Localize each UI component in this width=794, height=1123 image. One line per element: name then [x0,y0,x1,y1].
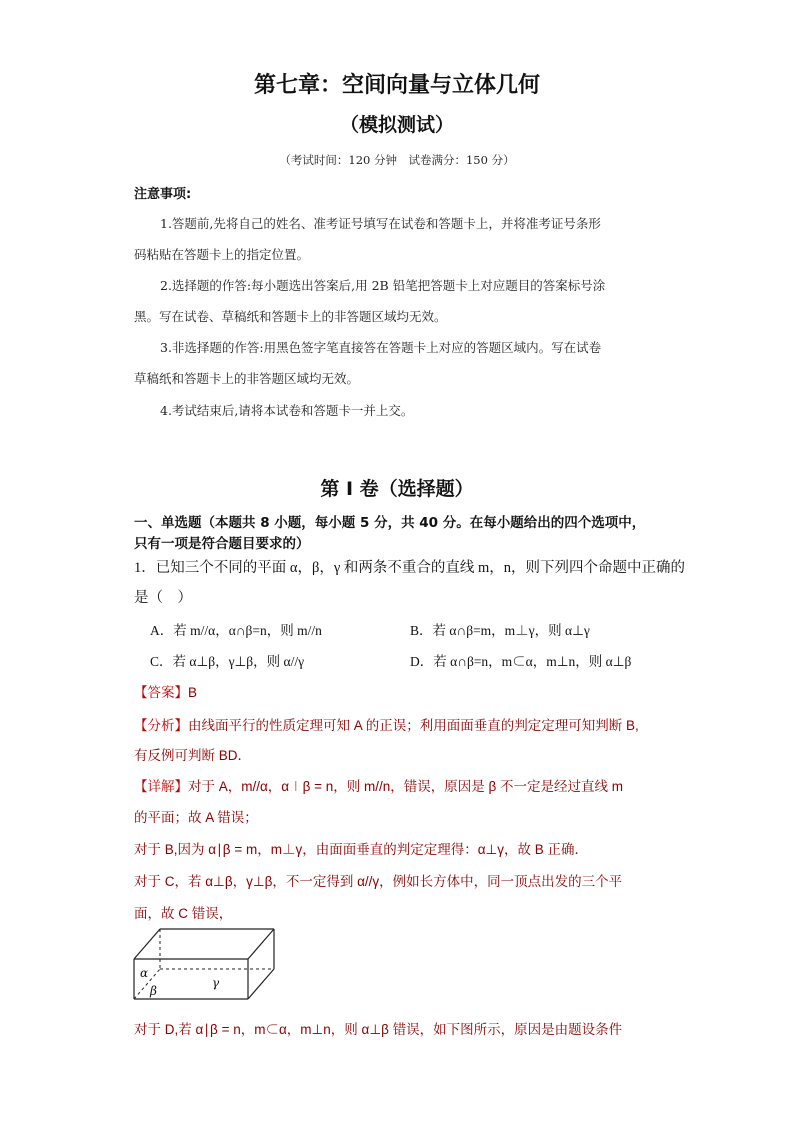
section-title: 第 I 卷（选择题） [320,478,474,500]
analysis-tag: 【分析】 [134,718,188,734]
question-1-stem-line-2: 是（ ） [134,590,192,606]
detail-line-2: 的平面；故 A 错误； [134,810,258,825]
notes-heading: 注意事项: [134,187,192,202]
analysis-line-1 [134,714,639,734]
option-d: D．若 α∩β=n，m⊂α，m⊥n，则 α⊥β [410,654,632,669]
note-4: 4.考试结束后,请将本试卷和答题卡一并上交。 [160,403,414,418]
option-c: C．若 α⊥β，γ⊥β，则 α//γ [150,654,305,669]
detail-line-6: 对于 D,若 α∣β = n，m⊂α，m⊥n，则 α⊥β 错误，如下图所示，原因是由题设条件 [134,1022,623,1037]
analysis-text-1: 由线面平行的性质定理可知 A 的正误；利用面面垂直的判定定理可知判断 B, [188,718,639,733]
page-title: 第七章：空间向量与立体几何 [253,73,540,98]
detail-line-1 [134,775,623,795]
answer-value: B [188,685,198,700]
answer-line [134,681,197,701]
note-2-line-1: 2.选择题的作答:每小题选出答案后,用 2B 铅笔把答题卡上对应题目的答案标号涂 [160,278,606,293]
option-b: B．若 α∩β=m，m⊥γ，则 α⊥γ [410,623,590,638]
detail-line-5: 面，故 C 错误， [134,906,233,921]
note-1-line-2: 码粘贴在答题卡上的指定位置。 [134,247,310,262]
option-a: A．若 m//α，α∩β=n，则 m//n [150,623,322,638]
figure-label-alpha: α [140,966,149,980]
exam-info: （考试时间：120 分钟 试卷满分：150 分） [279,153,515,167]
part-heading-line-1: 一、单选题（本题共 8 小题，每小题 5 分，共 40 分。在每小题给出的四个选项中， [134,515,646,531]
detail-line-3: 对于 B,因为 α∣β = m，m⊥γ，由面面垂直的判定定理得：α⊥γ，故 B 正确． [134,842,589,857]
answer-tag: 【答案】 [134,685,188,701]
note-2-line-2: 黑。写在试卷、草稿纸和答题卡上的非答题区域均无效。 [134,309,447,324]
figure-label-beta: β [150,984,157,998]
note-1-line-1: 1.答题前,先将自己的姓名、准考证号填写在试卷和答题卡上，并将准考证号条形 [160,216,601,231]
note-3-line-2: 草稿纸和答题卡上的非答题区域均无效。 [134,371,360,386]
page-subtitle: （模拟测试） [339,114,454,136]
detail-text-1: 对于 A，m//α，α∣β = n，则 m//n，错误，原因是 β 不一定是经过直线 m [188,779,624,794]
question-1-stem-line-1: 1．已知三个不同的平面 α，β，γ 和两条不重合的直线 m，n，则下列四个命题中正确的 [134,560,686,576]
detail-line-4: 对于 C，若 α⊥β，γ⊥β，不一定得到 α//γ，例如长方体中，同一顶点出发的三个平 [134,874,623,889]
analysis-line-2: 有反例可判断 BD． [134,748,252,763]
note-3-line-1: 3.非选择题的作答:用黑色签字笔直接答在答题卡上对应的答题区域内。写在试卷 [160,340,602,355]
figure-label-gamma: γ [212,976,220,990]
part-heading-line-2: 只有一项是符合题目要求的） [134,536,310,552]
cuboid-figure [130,925,280,1005]
detail-tag: 【详解】 [134,779,188,795]
